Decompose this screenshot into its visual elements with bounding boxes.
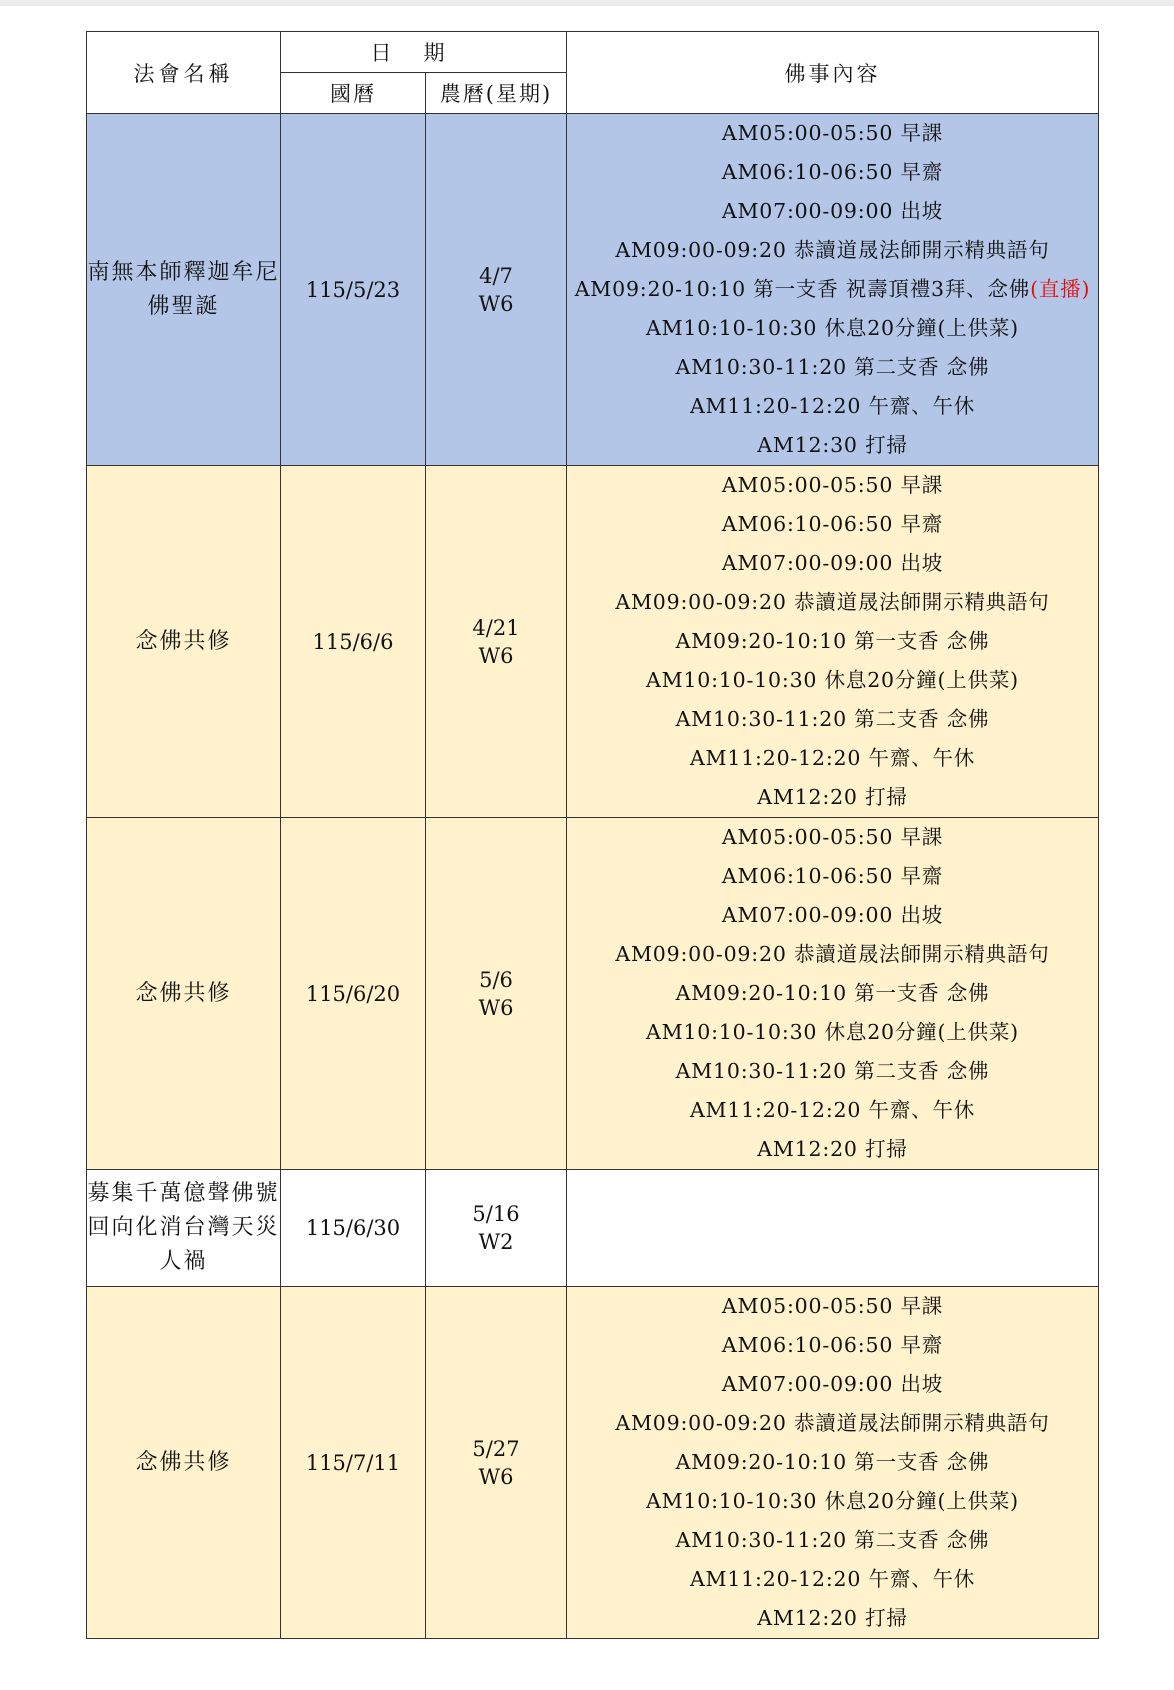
table-row: [87, 466, 1099, 818]
schedule-item-text: AM05:00-05:50 早課: [721, 473, 944, 497]
schedule-item: [567, 505, 1098, 544]
schedule-item-text: AM06:10-06:50 早齋: [721, 864, 944, 888]
schedule-item: [567, 583, 1098, 622]
ceremony-content-cell: [567, 466, 1099, 818]
table-body: [87, 114, 1099, 1639]
schedule-item-text: AM07:00-09:00 出坡: [721, 903, 944, 927]
ceremony-name-cell: 念佛共修: [87, 466, 281, 818]
schedule-item: [567, 1013, 1098, 1052]
schedule-item-text: AM07:00-09:00 出坡: [721, 551, 944, 575]
schedule-item-text: AM09:00-09:20 恭讀道晟法師開示精典語句: [615, 1411, 1050, 1435]
gregorian-date-cell: 115/6/20: [281, 818, 426, 1170]
top-border-strip: [0, 0, 1174, 6]
schedule-item-text: AM09:20-10:10 第一支香 念佛: [675, 1450, 990, 1474]
lunar-date-cell: [426, 114, 567, 466]
schedule-item-text: AM12:20 打掃: [757, 785, 908, 809]
live-broadcast-paren: ): [1081, 277, 1091, 301]
schedule-item-text: AM10:10-10:30 休息20分鐘(上供菜): [646, 1020, 1019, 1044]
gregorian-date-cell: 115/6/6: [281, 466, 426, 818]
schedule-item: [567, 778, 1098, 817]
schedule-item-text: AM05:00-05:50 早課: [721, 121, 944, 145]
table-row: [87, 818, 1099, 1170]
schedule-item-text: AM07:00-09:00 出坡: [721, 199, 944, 223]
schedule-item: [567, 153, 1098, 192]
table-header: [87, 32, 1099, 114]
schedule-item-text: AM10:10-10:30 休息20分鐘(上供菜): [646, 316, 1019, 340]
schedule-item: [567, 192, 1098, 231]
lunar-date-cell: [426, 1287, 567, 1639]
ceremony-name-cell: 念佛共修: [87, 818, 281, 1170]
live-broadcast-paren: (: [1030, 277, 1039, 301]
gregorian-date-cell: 115/5/23: [281, 114, 426, 466]
schedule-item: [567, 700, 1098, 739]
schedule-item: [567, 544, 1098, 583]
schedule-item-text: AM09:20-10:10 第一支香 念佛: [675, 981, 990, 1005]
weekday: W2: [478, 1230, 514, 1254]
ceremony-name-cell: 念佛共修: [87, 1287, 281, 1639]
schedule-item: [567, 1404, 1098, 1443]
lunar-date: 5/16: [472, 1202, 520, 1226]
schedule-item-text: AM06:10-06:50 早齋: [721, 512, 944, 536]
ceremony-name-cell: 南無本師釋迦牟尼佛聖誕: [87, 114, 281, 466]
schedule-item: [567, 661, 1098, 700]
schedule-item: [567, 1443, 1098, 1482]
weekday: W6: [478, 291, 514, 316]
lunar-date-cell: [426, 818, 567, 1170]
schedule-item: [567, 309, 1098, 348]
header-gregorian: 國曆: [281, 73, 426, 114]
ceremony-content-cell: [567, 114, 1099, 466]
schedule-item-text: AM12:30 打掃: [757, 433, 908, 457]
ceremony-content-cell: [567, 1170, 1099, 1287]
header-content: 佛事內容: [567, 32, 1099, 114]
header-date: 日期: [281, 32, 567, 73]
ceremony-schedule-table: [86, 31, 1099, 1639]
schedule-item: [567, 935, 1098, 974]
schedule-item: [567, 387, 1098, 426]
schedule-item: [567, 426, 1098, 465]
schedule-item-text: AM12:20 打掃: [757, 1606, 908, 1630]
schedule-item-text: AM11:20-12:20 午齋、午休: [689, 1098, 976, 1122]
schedule-item: [567, 1560, 1098, 1599]
schedule-item-text: AM06:10-06:50 早齋: [721, 1333, 944, 1357]
schedule-item: [567, 1091, 1098, 1130]
lunar-date: 5/6: [479, 967, 513, 992]
header-lunar-weekday: 農曆(星期): [426, 73, 567, 114]
table-row: [87, 114, 1099, 466]
schedule-item-text: AM09:20-10:10 第一支香 念佛: [675, 629, 990, 653]
schedule-item-text: AM10:30-11:20 第二支香 念佛: [675, 1059, 990, 1083]
schedule-item: [567, 1599, 1098, 1638]
schedule-item: [567, 1521, 1098, 1560]
schedule-item: [567, 231, 1098, 270]
schedule-item: [567, 818, 1098, 857]
ceremony-content-cell: [567, 818, 1099, 1170]
schedule-item-text: AM10:10-10:30 休息20分鐘(上供菜): [646, 668, 1019, 692]
schedule-item: [567, 739, 1098, 778]
lunar-date: 4/7: [479, 263, 513, 288]
live-broadcast-tag: 直播: [1038, 277, 1082, 301]
gregorian-date-cell: 115/7/11: [281, 1287, 426, 1639]
schedule-item-text: AM11:20-12:20 午齋、午休: [689, 394, 976, 418]
schedule-item-text: AM10:30-11:20 第二支香 念佛: [675, 355, 990, 379]
schedule-item: [567, 466, 1098, 505]
schedule-item: [567, 857, 1098, 896]
schedule-item: [567, 348, 1098, 387]
schedule-item-text: AM09:00-09:20 恭讀道晟法師開示精典語句: [615, 942, 1050, 966]
ceremony-content-cell: [567, 1287, 1099, 1639]
schedule-item-text: AM06:10-06:50 早齋: [721, 160, 944, 184]
ceremony-name-cell: 募集千萬億聲佛號回向化消台灣天災人禍: [87, 1170, 281, 1287]
schedule-item-text: AM09:00-09:20 恭讀道晟法師開示精典語句: [615, 590, 1050, 614]
schedule-item: [567, 1326, 1098, 1365]
schedule-item-text: AM05:00-05:50 早課: [721, 1294, 944, 1318]
lunar-date-cell: [426, 466, 567, 818]
schedule-item: [567, 1130, 1098, 1169]
weekday: W6: [478, 995, 514, 1020]
schedule-item: [567, 1482, 1098, 1521]
schedule-item-text: AM05:00-05:50 早課: [721, 825, 944, 849]
table-row: [87, 1287, 1099, 1639]
weekday: W6: [478, 1464, 514, 1489]
schedule-item: [567, 622, 1098, 661]
schedule-item-text: AM11:20-12:20 午齋、午休: [689, 746, 976, 770]
lunar-date: 5/27: [472, 1436, 520, 1461]
schedule-item: [567, 974, 1098, 1013]
schedule-item: [567, 270, 1098, 309]
lunar-date-cell: [426, 1170, 567, 1287]
schedule-item-text: AM11:20-12:20 午齋、午休: [689, 1567, 976, 1591]
schedule-item: [567, 1052, 1098, 1091]
header-ceremony-name: 法會名稱: [87, 32, 281, 114]
schedule-item-text: AM12:20 打掃: [757, 1137, 908, 1161]
gregorian-date-cell: 115/6/30: [281, 1170, 426, 1287]
schedule-item-text: AM09:00-09:20 恭讀道晟法師開示精典語句: [615, 238, 1050, 262]
schedule-item: [567, 1287, 1098, 1326]
weekday: W6: [478, 643, 514, 668]
lunar-date: 4/21: [472, 615, 520, 640]
schedule-item: [567, 114, 1098, 153]
schedule-item-text: AM10:30-11:20 第二支香 念佛: [675, 707, 990, 731]
schedule-item-text: AM10:30-11:20 第二支香 念佛: [675, 1528, 990, 1552]
table-row: [87, 1170, 1099, 1287]
schedule-item: [567, 1365, 1098, 1404]
schedule-item-text: AM10:10-10:30 休息20分鐘(上供菜): [646, 1489, 1019, 1513]
schedule-item-text: AM07:00-09:00 出坡: [721, 1372, 944, 1396]
schedule-item: [567, 896, 1098, 935]
schedule-item-text: AM09:20-10:10 第一支香 祝壽頂禮3拜、念佛: [574, 277, 1031, 301]
